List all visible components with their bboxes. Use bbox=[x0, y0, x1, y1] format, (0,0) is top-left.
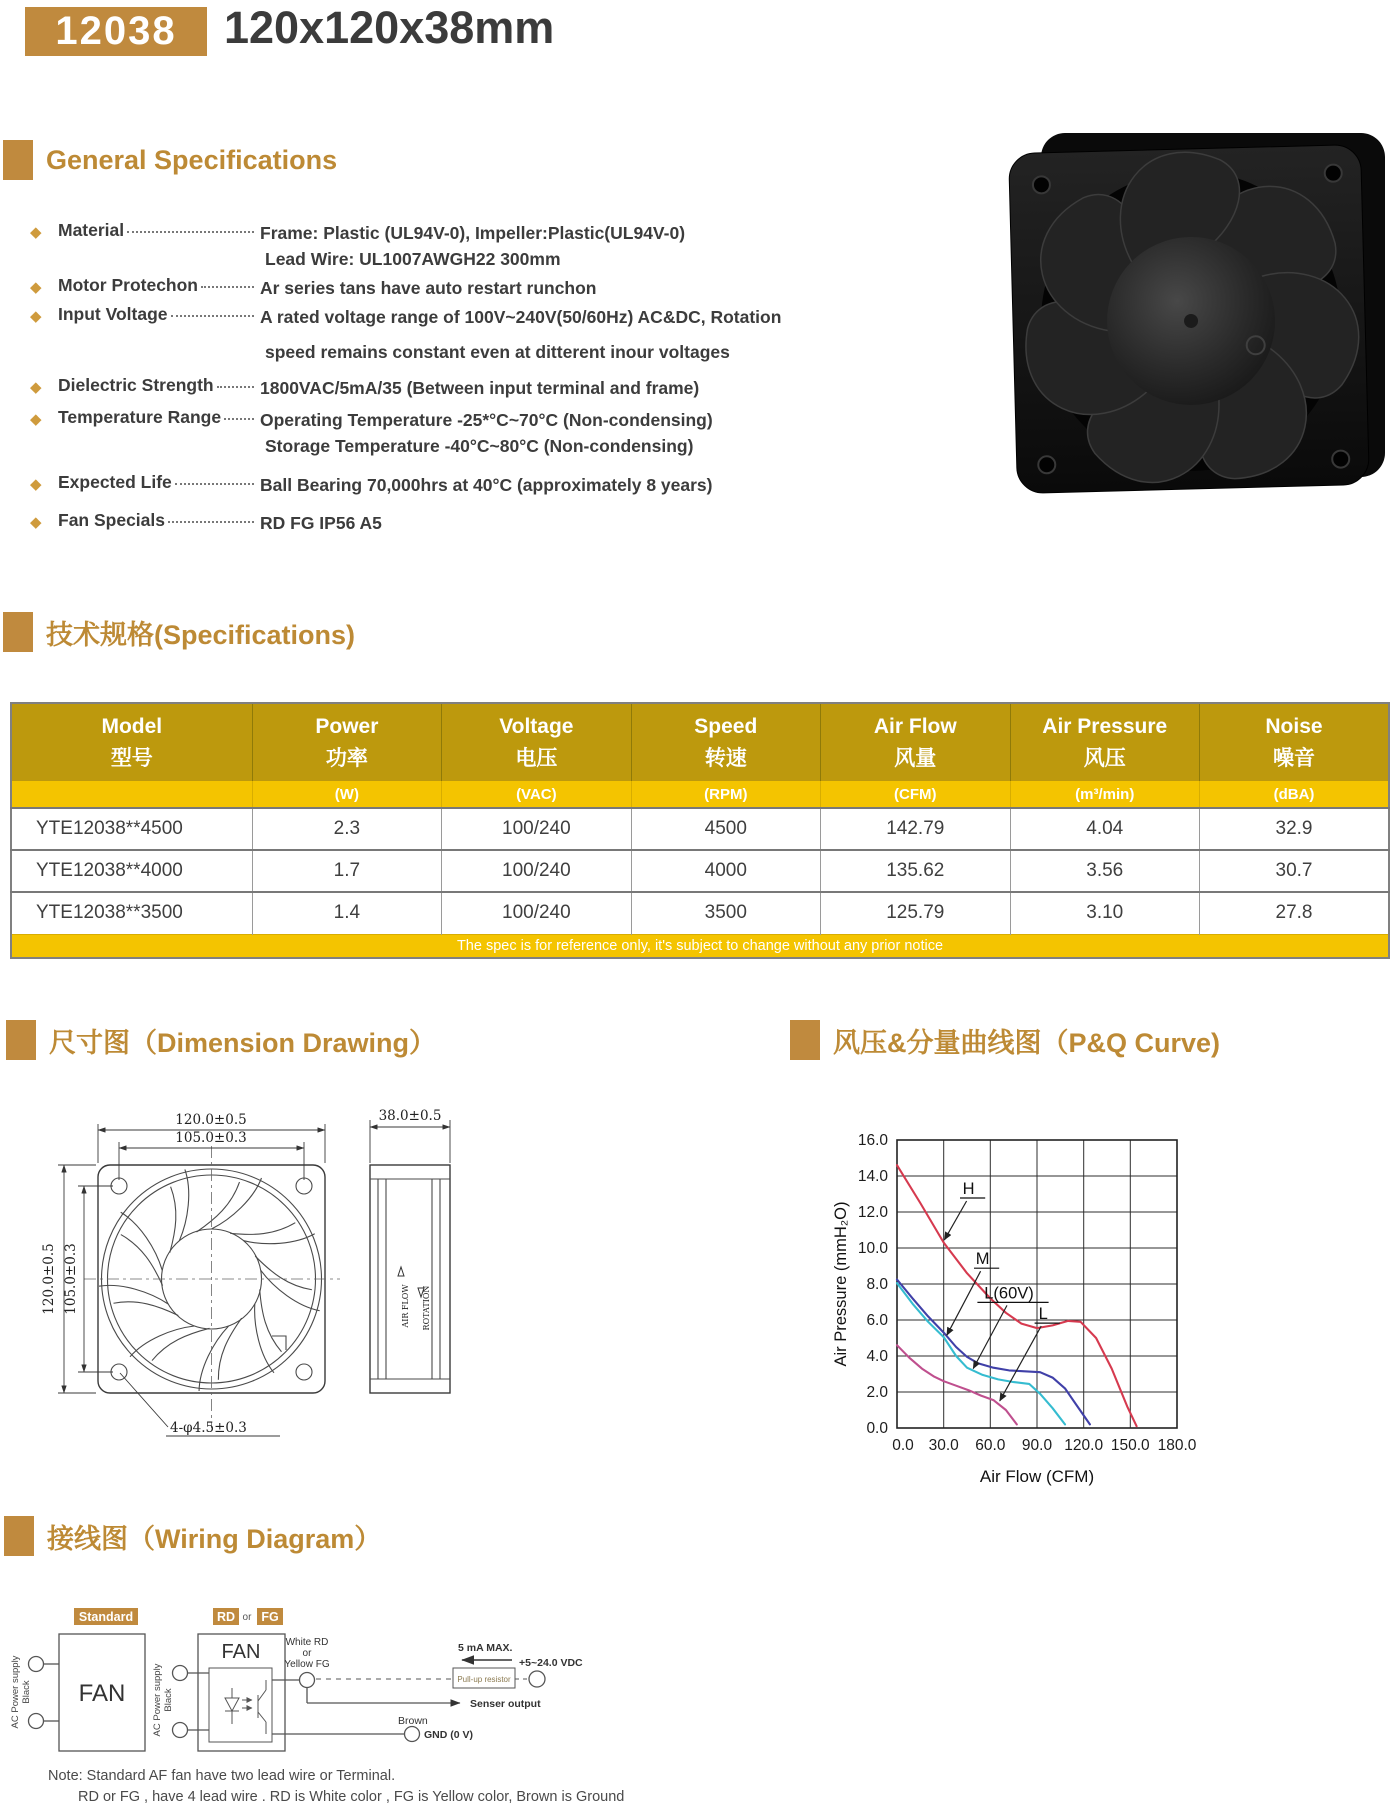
wiring-diagram-graphic bbox=[10, 1600, 670, 1770]
wiring-note-1: Note: Standard AF fan have two lead wire or Terminal. bbox=[48, 1768, 396, 1784]
svg-text:30.0: 30.0 bbox=[928, 1437, 959, 1454]
spec-value bbox=[260, 220, 845, 272]
table-cell: 1.7 bbox=[252, 850, 441, 892]
table-unit-cell: (VAC) bbox=[442, 781, 631, 808]
table-header-cell: Voltage 电压 bbox=[442, 703, 631, 781]
screw-hole bbox=[1325, 164, 1342, 181]
table-cell: 3.10 bbox=[1010, 892, 1199, 934]
section-pq-curve bbox=[790, 1019, 1220, 1061]
pq-curve-graphic bbox=[780, 1125, 1300, 1510]
spec-value bbox=[260, 375, 845, 401]
svg-text:4.0: 4.0 bbox=[866, 1348, 888, 1365]
section-title: 技术规格(Specifications) bbox=[46, 619, 356, 650]
spec-label bbox=[58, 220, 260, 272]
dim-depth: 38.0±0.5 bbox=[378, 1108, 442, 1124]
or-label: or bbox=[242, 1612, 252, 1623]
table-cell: 125.79 bbox=[821, 892, 1010, 934]
table-footnote: The spec is for reference only, it's subject to change without any prior notice bbox=[11, 934, 1389, 958]
dotted-leader bbox=[201, 275, 254, 288]
page-title: 120x120x38mm bbox=[224, 2, 555, 53]
svg-text:H: H bbox=[962, 1180, 975, 1198]
spec-value-line: speed remains constant even at ditterent inour voltages bbox=[265, 342, 730, 362]
fan-label: FAN bbox=[78, 1680, 126, 1707]
svg-text:10.0: 10.0 bbox=[857, 1240, 888, 1257]
rotation-label: ROTATION bbox=[422, 1285, 431, 1331]
led-symbol bbox=[225, 1698, 239, 1711]
table-cell: 100/240 bbox=[442, 892, 631, 934]
table-unit-cell: (m³/min) bbox=[1010, 781, 1199, 808]
spec-value bbox=[260, 510, 845, 536]
dotted-leader bbox=[127, 220, 254, 233]
table-header-cell: Noise 噪音 bbox=[1199, 703, 1389, 781]
table-cell: 3500 bbox=[631, 892, 820, 934]
table-cell: 3.56 bbox=[1010, 850, 1199, 892]
table-cell: 4.04 bbox=[1010, 808, 1199, 850]
section-marker bbox=[4, 1516, 34, 1556]
table-row bbox=[11, 892, 1389, 934]
table-cell: 32.9 bbox=[1199, 808, 1389, 850]
spec-value bbox=[260, 275, 845, 301]
terminal bbox=[173, 1723, 188, 1738]
section-marker bbox=[3, 612, 33, 652]
table-cell: YTE12038**4500 bbox=[11, 808, 252, 850]
spec-item bbox=[30, 304, 845, 365]
brown-wire-label: Brown bbox=[398, 1715, 428, 1727]
svg-text:2.0: 2.0 bbox=[866, 1384, 888, 1401]
spec-item bbox=[30, 275, 845, 301]
spec-value-line: Ball Bearing 70,000hrs at 40°C (approximately 8 years) bbox=[260, 475, 713, 495]
section-specifications bbox=[3, 611, 355, 653]
dotted-leader bbox=[168, 510, 254, 523]
spec-value-line: Operating Temperature -25*°C~70°C (Non-condensing) bbox=[260, 410, 713, 430]
spec-item bbox=[30, 220, 845, 272]
screw-hole bbox=[1038, 456, 1055, 473]
dotted-leader bbox=[175, 472, 254, 485]
svg-text:150.0: 150.0 bbox=[1110, 1437, 1150, 1454]
dim-hole-width: 105.0±0.3 bbox=[175, 1130, 247, 1146]
table-row bbox=[11, 850, 1389, 892]
spec-label-text: Expected Life bbox=[58, 472, 172, 492]
dim-outer-width: 120.0±0.5 bbox=[175, 1112, 247, 1128]
fan-label: FAN bbox=[221, 1641, 261, 1663]
white-or-label: or bbox=[302, 1648, 312, 1659]
y-axis-title: Air Pressure (mmH₂O) bbox=[832, 1201, 850, 1367]
diamond-bullet-icon: ◆ bbox=[30, 476, 42, 493]
gnd-terminal bbox=[405, 1727, 420, 1742]
section-wiring-diagram bbox=[4, 1515, 381, 1557]
spec-label bbox=[58, 304, 260, 365]
wiring-diagram bbox=[10, 1600, 670, 1775]
fan-side-outline bbox=[370, 1165, 450, 1393]
svg-text:M: M bbox=[975, 1250, 990, 1269]
dim-hole-height: 105.0±0.3 bbox=[63, 1243, 79, 1315]
table-cell: 4500 bbox=[631, 808, 820, 850]
spec-table bbox=[10, 702, 1390, 959]
svg-text:90.0: 90.0 bbox=[1021, 1437, 1053, 1454]
table-unit-cell: (dBA) bbox=[1199, 781, 1389, 808]
table-unit-cell bbox=[11, 781, 252, 808]
section-dimension-drawing bbox=[6, 1019, 436, 1061]
pullup-resistor-label: Pull-up resistor bbox=[457, 1675, 511, 1684]
dotted-leader bbox=[224, 407, 254, 420]
spec-item bbox=[30, 407, 845, 459]
yellow-fg-label: Yellow FG bbox=[284, 1659, 330, 1670]
table-cell: 2.3 bbox=[252, 808, 441, 850]
spec-item bbox=[30, 510, 845, 536]
table-cell: 135.62 bbox=[821, 850, 1010, 892]
table-header-cell: Air Pressure 风压 bbox=[1010, 703, 1199, 781]
optocoupler-box bbox=[209, 1668, 272, 1742]
terminal bbox=[29, 1657, 44, 1672]
section-marker bbox=[6, 1020, 36, 1060]
airflow-arrow bbox=[398, 1267, 404, 1276]
spec-label bbox=[58, 275, 260, 301]
spec-value-line: Ar series tans have auto restart runchon bbox=[260, 278, 597, 298]
dotted-leader bbox=[171, 304, 254, 317]
model-number-badge: 12038 bbox=[25, 7, 207, 56]
fan-photo-graphic bbox=[1005, 133, 1395, 495]
section-title: 尺寸图（Dimension Drawing） bbox=[49, 1027, 437, 1058]
product-photo bbox=[1005, 133, 1395, 500]
section-title: 接线图（Wiring Diagram） bbox=[47, 1523, 382, 1554]
svg-text:60.0: 60.0 bbox=[975, 1437, 1006, 1454]
svg-text:6.0: 6.0 bbox=[866, 1312, 888, 1329]
spec-value-line: Lead Wire: UL1007AWGH22 300mm bbox=[265, 249, 561, 269]
table-unit-cell: (CFM) bbox=[821, 781, 1010, 808]
signal-terminal bbox=[300, 1673, 315, 1688]
svg-text:L(60V): L(60V) bbox=[984, 1284, 1034, 1303]
mount-hole bbox=[111, 1178, 127, 1194]
mount-hole bbox=[296, 1364, 312, 1380]
dimension-drawing-graphic bbox=[40, 1080, 470, 1472]
spec-value-line: 1800VAC/5mA/35 (Between input terminal and frame) bbox=[260, 378, 700, 398]
table-header-cell: Power 功率 bbox=[252, 703, 441, 781]
ac-power-label: AC Power supply bbox=[10, 1655, 21, 1729]
svg-text:L: L bbox=[1038, 1305, 1048, 1324]
diamond-bullet-icon: ◆ bbox=[30, 379, 42, 396]
table-cell: 30.7 bbox=[1199, 850, 1389, 892]
dim-mount-holes: 4-φ4.5±0.3 bbox=[170, 1420, 247, 1436]
terminal bbox=[173, 1666, 188, 1681]
table-cell: 27.8 bbox=[1199, 892, 1389, 934]
section-general-specifications bbox=[3, 139, 337, 181]
spec-value-line: A rated voltage range of 100V~240V(50/60Hz) AC&DC, Rotation bbox=[260, 307, 782, 327]
gnd-label: GND (0 V) bbox=[424, 1729, 474, 1741]
spec-value bbox=[260, 472, 845, 498]
black-wire-label: Black bbox=[163, 1688, 174, 1712]
senser-output-label: Senser output bbox=[470, 1698, 541, 1710]
spec-item bbox=[30, 472, 845, 498]
screw-hole bbox=[1033, 176, 1050, 193]
spec-label-text: Fan Specials bbox=[58, 510, 165, 530]
table-cell: 142.79 bbox=[821, 808, 1010, 850]
svg-text:0.0: 0.0 bbox=[866, 1420, 888, 1437]
svg-text:14.0: 14.0 bbox=[857, 1168, 888, 1185]
mount-hole bbox=[296, 1178, 312, 1194]
table-cell: 1.4 bbox=[252, 892, 441, 934]
rd-badge-label: RD bbox=[216, 1610, 236, 1624]
curve-label-H bbox=[944, 1180, 985, 1240]
chart-grid bbox=[897, 1140, 1177, 1428]
svg-text:120.0: 120.0 bbox=[1064, 1437, 1104, 1454]
diamond-bullet-icon: ◆ bbox=[30, 224, 42, 241]
table-row bbox=[11, 808, 1389, 850]
svg-text:8.0: 8.0 bbox=[866, 1276, 888, 1293]
svg-text:0.0: 0.0 bbox=[892, 1437, 914, 1454]
table-cell: YTE12038**4000 bbox=[11, 850, 252, 892]
curve-label-L bbox=[1000, 1305, 1060, 1401]
general-spec-list bbox=[30, 220, 845, 539]
section-marker bbox=[790, 1020, 820, 1060]
fg-badge-label: FG bbox=[261, 1610, 279, 1624]
spec-label-text: Material bbox=[58, 220, 125, 240]
spec-value-line: Frame: Plastic (UL94V-0), Impeller:Plastic(UL94V-0) bbox=[260, 223, 686, 243]
screw-hole bbox=[1332, 450, 1349, 467]
wiring-note-2: RD or FG , have 4 lead wire . RD is White color , FG is Yellow color, Brown is Ground bbox=[78, 1789, 625, 1805]
spec-label-text: Temperature Range bbox=[58, 407, 222, 427]
svg-text:180.0: 180.0 bbox=[1157, 1437, 1197, 1454]
table-unit-cell: (RPM) bbox=[631, 781, 820, 808]
black-wire-label: Black bbox=[21, 1680, 32, 1704]
table-cell: YTE12038**3500 bbox=[11, 892, 252, 934]
spec-label bbox=[58, 510, 260, 536]
svg-text:12.0: 12.0 bbox=[857, 1204, 888, 1221]
spec-value bbox=[260, 304, 845, 365]
spec-item bbox=[30, 375, 845, 401]
diamond-bullet-icon: ◆ bbox=[30, 514, 42, 531]
spec-label-text: Input Voltage bbox=[58, 304, 168, 324]
table-header-cell: Model 型号 bbox=[11, 703, 252, 781]
table-cell: 100/240 bbox=[442, 850, 631, 892]
diamond-bullet-icon: ◆ bbox=[30, 308, 42, 325]
dim-outer-height: 120.0±0.5 bbox=[41, 1243, 57, 1315]
spec-value-line: RD FG IP56 A5 bbox=[260, 513, 382, 533]
table-cell: 100/240 bbox=[442, 808, 631, 850]
vdc-terminal bbox=[529, 1671, 545, 1687]
section-marker bbox=[3, 140, 33, 180]
spec-value-line: Storage Temperature -40°C~80°C (Non-condensing) bbox=[265, 436, 694, 456]
spec-label bbox=[58, 407, 260, 459]
terminal bbox=[29, 1714, 44, 1729]
table-cell: 4000 bbox=[631, 850, 820, 892]
spec-label bbox=[58, 472, 260, 498]
diamond-bullet-icon: ◆ bbox=[30, 279, 42, 296]
table-unit-cell: (W) bbox=[252, 781, 441, 808]
pq-curve-chart bbox=[780, 1125, 1300, 1515]
standard-badge-label: Standard bbox=[78, 1610, 134, 1624]
airflow-label: AIR FLOW bbox=[401, 1284, 410, 1328]
svg-text:16.0: 16.0 bbox=[857, 1132, 888, 1149]
spec-label-text: Motor Protechon bbox=[58, 275, 198, 295]
section-title: 风压&分量曲线图（P&Q Curve) bbox=[833, 1027, 1221, 1058]
ac-power-label: AC Power supply bbox=[152, 1663, 163, 1737]
spec-label bbox=[58, 375, 260, 401]
x-axis-title: Air Flow (CFM) bbox=[979, 1467, 1095, 1486]
ma-max-label: 5 mA MAX. bbox=[458, 1642, 513, 1654]
white-rd-label: White RD bbox=[285, 1637, 329, 1648]
section-title: General Specifications bbox=[46, 144, 338, 175]
table-header-cell: Speed 转速 bbox=[631, 703, 820, 781]
table-header-cell: Air Flow 风量 bbox=[821, 703, 1010, 781]
spec-value bbox=[260, 407, 845, 459]
diamond-bullet-icon: ◆ bbox=[30, 411, 42, 428]
vdc-label: +5~24.0 VDC bbox=[519, 1657, 583, 1669]
dotted-leader bbox=[217, 375, 254, 388]
dimension-drawing bbox=[40, 1080, 470, 1477]
spec-label-text: Dielectric Strength bbox=[58, 375, 214, 395]
